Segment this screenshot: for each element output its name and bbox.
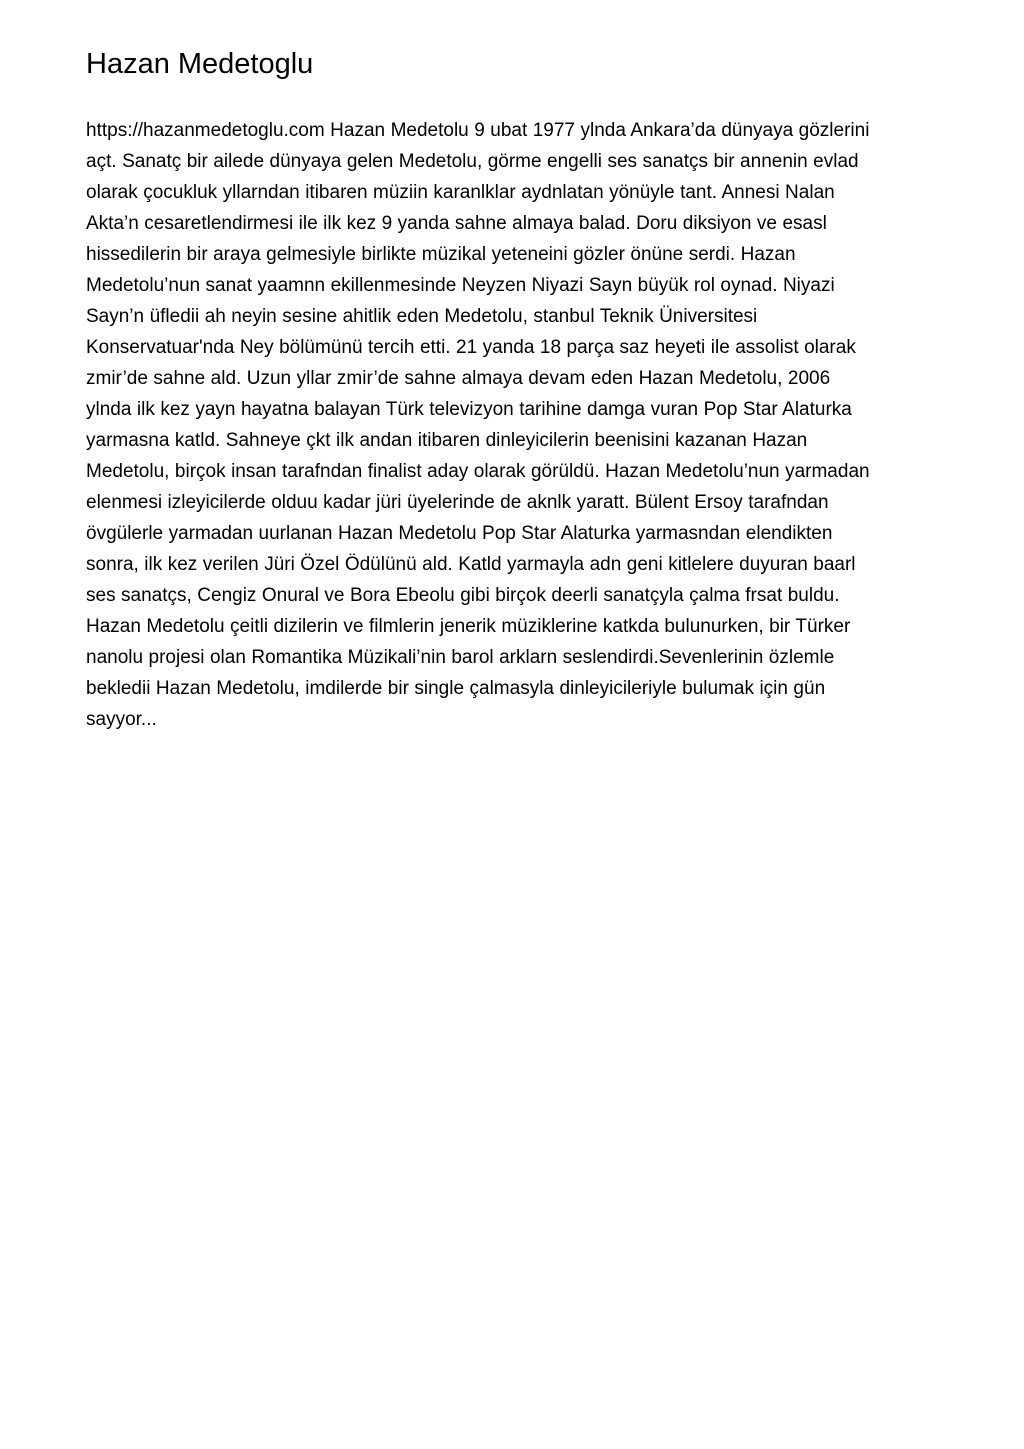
body-line: sonra, ilk kez verilen Jüri Özel Ödülünü ald. Katld yarmayla adn geni kitlelere duyuran baarl bbox=[86, 554, 856, 575]
body-line: övgülerle yarmadan uurlanan Hazan Medetolu Pop Star Alaturka yarmasndan elendikten bbox=[86, 523, 833, 544]
body-line: https://hazanmedetoglu.com Hazan Medetolu 9 ubat 1977 ylnda Ankara’da dünyaya gözlerini bbox=[86, 120, 870, 141]
body-line: Medetolu’nun sanat yaamnn ekillenmesinde Neyzen Niyazi Sayn büyük rol oynad. Niyazi bbox=[86, 275, 835, 296]
body-line: hissedilerin bir araya gelmesiyle birlikte müzikal yeteneini gözler önüne serdi. Hazan bbox=[86, 244, 796, 265]
document-body bbox=[86, 115, 942, 735]
body-line: Konservatuar'nda Ney bölümünü tercih etti. 21 yanda 18 parça saz heyeti ile assolist olarak bbox=[86, 337, 856, 358]
body-line: Akta’n cesaretlendirmesi ile ilk kez 9 yanda sahne almaya balad. Doru diksiyon ve esasl bbox=[86, 213, 827, 234]
body-line: açt. Sanatç bir ailede dünyaya gelen Medetolu, görme engelli ses sanatçs bir annenin evlad bbox=[86, 151, 859, 172]
body-line: ylnda ilk kez yayn hayatna balayan Türk televizyon tarihine damga vuran Pop Star Alaturka bbox=[86, 399, 852, 420]
body-line: yarmasna katld. Sahneye çkt ilk andan itibaren dinleyicilerin beenisini kazanan Hazan bbox=[86, 430, 808, 451]
body-line: ses sanatçs, Cengiz Onural ve Bora Ebeolu gibi birçok deerli sanatçyla çalma frsat buldu. bbox=[86, 585, 840, 606]
body-line: olarak çocukluk yllarndan itibaren müziin karanlklar aydnlatan yönüyle tant. Annesi Nalan bbox=[86, 182, 835, 203]
body-line: bekledii Hazan Medetolu, imdilerde bir single çalmasyla dinleyicileriyle bulumak için gün bbox=[86, 678, 826, 699]
body-line: Sayn’n üfledii ah neyin sesine ahitlik eden Medetolu, stanbul Teknik Üniversitesi bbox=[86, 306, 758, 327]
body-line: elenmesi izleyicilerde olduu kadar jüri üyelerinde de aknlk yaratt. Bülent Ersoy tarafndan bbox=[86, 492, 829, 513]
body-line: zmir’de sahne ald. Uzun yllar zmir’de sahne almaya devam eden Hazan Medetolu, 2006 bbox=[86, 368, 831, 389]
body-line: Medetolu, birçok insan tarafndan finalist aday olarak görüldü. Hazan Medetolu’nun yarmadan bbox=[86, 461, 870, 482]
body-line: Hazan Medetolu çeitli dizilerin ve filmlerin jenerik müziklerine katkda bulunurken, bir Türker bbox=[86, 616, 851, 637]
body-line: sayyor... bbox=[86, 709, 157, 730]
body-line: nanolu projesi olan Romantika Müzikali’nin barol arklarn seslendirdi.Sevenlerinin özlemle bbox=[86, 647, 835, 668]
document-title: Hazan Medetoglu bbox=[86, 48, 314, 80]
